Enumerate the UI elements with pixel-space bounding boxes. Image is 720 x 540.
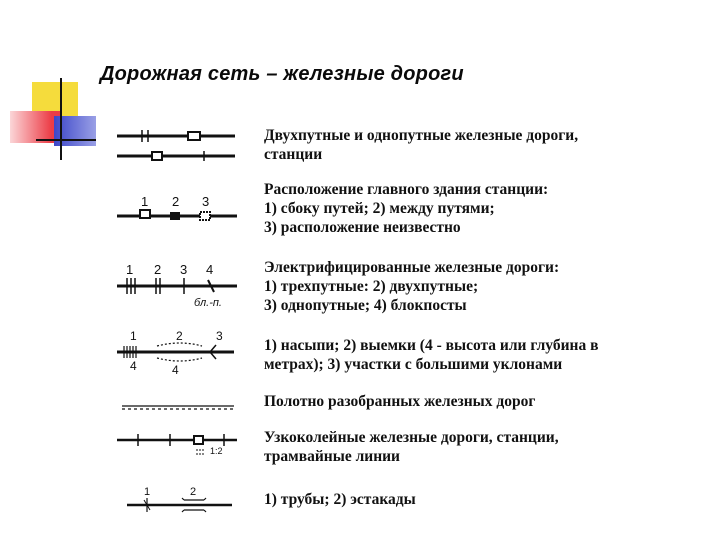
symbol-label: 4 [130,359,137,373]
legend-row-station-building [112,180,692,242]
symbol-label: 1 [144,486,151,498]
symbol-label: 3 [180,262,188,277]
legend-line: 1) сбоку путей; 2) между путями; [264,200,495,217]
dismantled-railway-symbol [112,392,242,418]
symbol-label: 3 [202,194,210,209]
symbol-label: 4 [206,262,214,277]
symbol-label: 1 [130,329,137,343]
legend-text [264,258,694,315]
legend-line: Расположение главного здания станции: [264,181,549,198]
vertical-line [60,78,62,160]
symbol-label: 1:2 [210,446,223,456]
symbol-label: 1 [141,194,149,209]
double-single-track-symbol [112,126,242,166]
legend-text [264,392,694,411]
legend-line: Узкоколейные железные дороги, станции, [264,429,559,446]
legend-line: Двухпутные и однопутные железные дороги, [264,127,579,144]
legend-line: трамвайные линии [264,448,400,465]
symbol-label: 1 [126,262,134,277]
legend-line: 3) однопутные; 4) блокпосты [264,297,467,314]
legend-line: станции [264,146,323,163]
legend-line: 1) трехпутные: 2) двухпутные; [264,278,479,295]
legend-line: Полотно разобранных железных дорог [264,393,536,410]
legend-row-double-single-track [112,126,692,168]
legend-line: 1) трубы; 2) эстакады [264,491,416,508]
symbol-label: 4 [172,363,179,377]
legend-row-pipes [112,484,692,518]
legend-line: Электрифицированные железные дороги: [264,259,560,276]
corner-decoration [0,0,110,170]
slide-title: Дорожная сеть – железные дороги [100,63,464,85]
symbol-label: 2 [176,329,183,343]
symbol-label: бл.-п. [194,297,222,309]
legend-line: 3) расположение неизвестно [264,219,461,236]
legend-text [264,490,694,509]
legend-line: метрах); 3) участки с большими уклонами [264,356,563,373]
legend-text [264,126,694,164]
legend-text [264,180,694,237]
horizontal-line [36,139,96,141]
electrified-railway-symbol [112,258,242,314]
station-building-symbol [112,180,242,230]
symbol-label: 2 [154,262,162,277]
pipes-overpasses-symbol [112,484,242,518]
legend-row-embankments [112,328,692,378]
embankment-cutting-symbol [112,328,242,378]
narrow-gauge-symbol [112,428,242,468]
symbol-label: 3 [216,329,223,343]
legend-text [264,428,694,466]
legend-line: 1) насыпи; 2) выемки (4 - высота или глубина в [264,337,599,354]
symbol-label: 2 [190,486,197,498]
legend-row-dismantled [112,392,692,418]
symbol-label: 2 [172,194,180,209]
legend-text [264,336,694,374]
legend-row-narrow-gauge [112,428,692,472]
legend-row-electrified [112,258,692,320]
